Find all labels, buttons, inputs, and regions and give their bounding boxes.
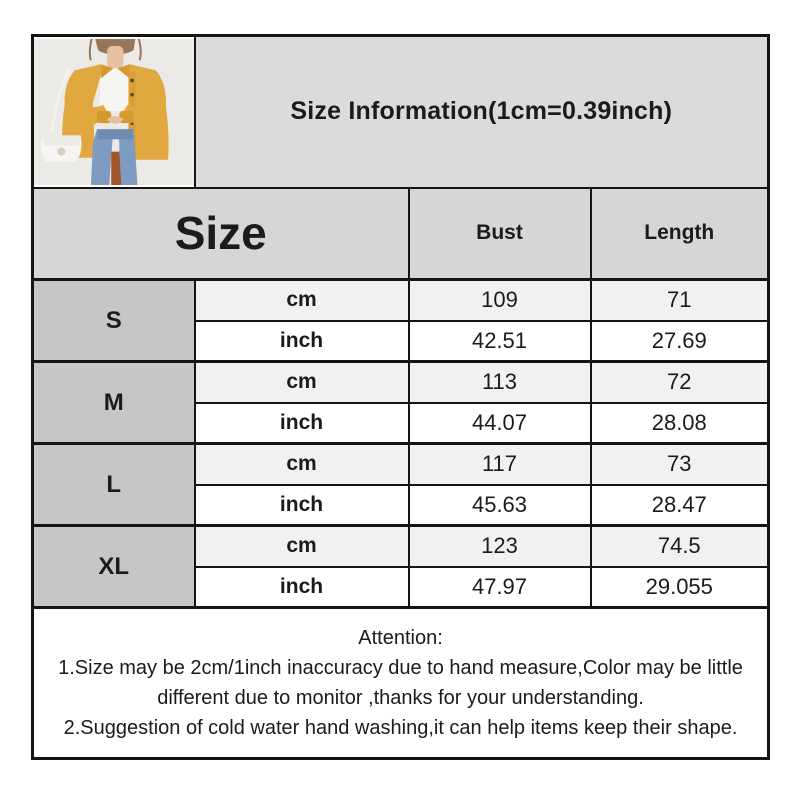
size-label-xl: XL xyxy=(33,526,195,608)
bust-value: 44.07 xyxy=(409,403,591,444)
length-value: 71 xyxy=(591,280,769,321)
bust-value: 42.51 xyxy=(409,321,591,362)
attention-notes xyxy=(33,608,769,759)
length-value: 28.08 xyxy=(591,403,769,444)
bust-column-header: Bust xyxy=(409,188,591,280)
unit-label: inch xyxy=(195,567,409,608)
unit-label: cm xyxy=(195,526,409,567)
unit-label: cm xyxy=(195,444,409,485)
size-information-title: Size Information(1cm=0.39inch) xyxy=(195,36,769,188)
bust-value: 117 xyxy=(409,444,591,485)
length-column-header: Length xyxy=(591,188,769,280)
size-label-s: S xyxy=(33,280,195,362)
size-label-l: L xyxy=(33,444,195,526)
bust-value: 113 xyxy=(409,362,591,403)
product-photo xyxy=(33,36,195,188)
size-label-m: M xyxy=(33,362,195,444)
length-value: 29.055 xyxy=(591,567,769,608)
bust-value: 123 xyxy=(409,526,591,567)
bust-value: 45.63 xyxy=(409,485,591,526)
unit-label: inch xyxy=(195,485,409,526)
unit-label: cm xyxy=(195,362,409,403)
unit-label: inch xyxy=(195,321,409,362)
length-value: 73 xyxy=(591,444,769,485)
length-value: 27.69 xyxy=(591,321,769,362)
attention-note-1: 1.Size may be 2cm/1inch inaccuracy due to hand measure,Color may be little different due to monitor ,thanks for your understanding. xyxy=(58,657,743,709)
attention-heading: Attention: xyxy=(358,627,443,649)
size-chart-table xyxy=(31,34,770,760)
bust-value: 109 xyxy=(409,280,591,321)
bust-value: 47.97 xyxy=(409,567,591,608)
attention-note-2: 2.Suggestion of cold water hand washing,it can help items keep their shape. xyxy=(63,717,738,739)
length-value: 28.47 xyxy=(591,485,769,526)
size-chart-sheet xyxy=(31,34,769,760)
size-column-header: Size xyxy=(33,188,409,280)
length-value: 74.5 xyxy=(591,526,769,567)
product-photo-illustration xyxy=(34,39,194,185)
unit-label: inch xyxy=(195,403,409,444)
unit-label: cm xyxy=(195,280,409,321)
length-value: 72 xyxy=(591,362,769,403)
